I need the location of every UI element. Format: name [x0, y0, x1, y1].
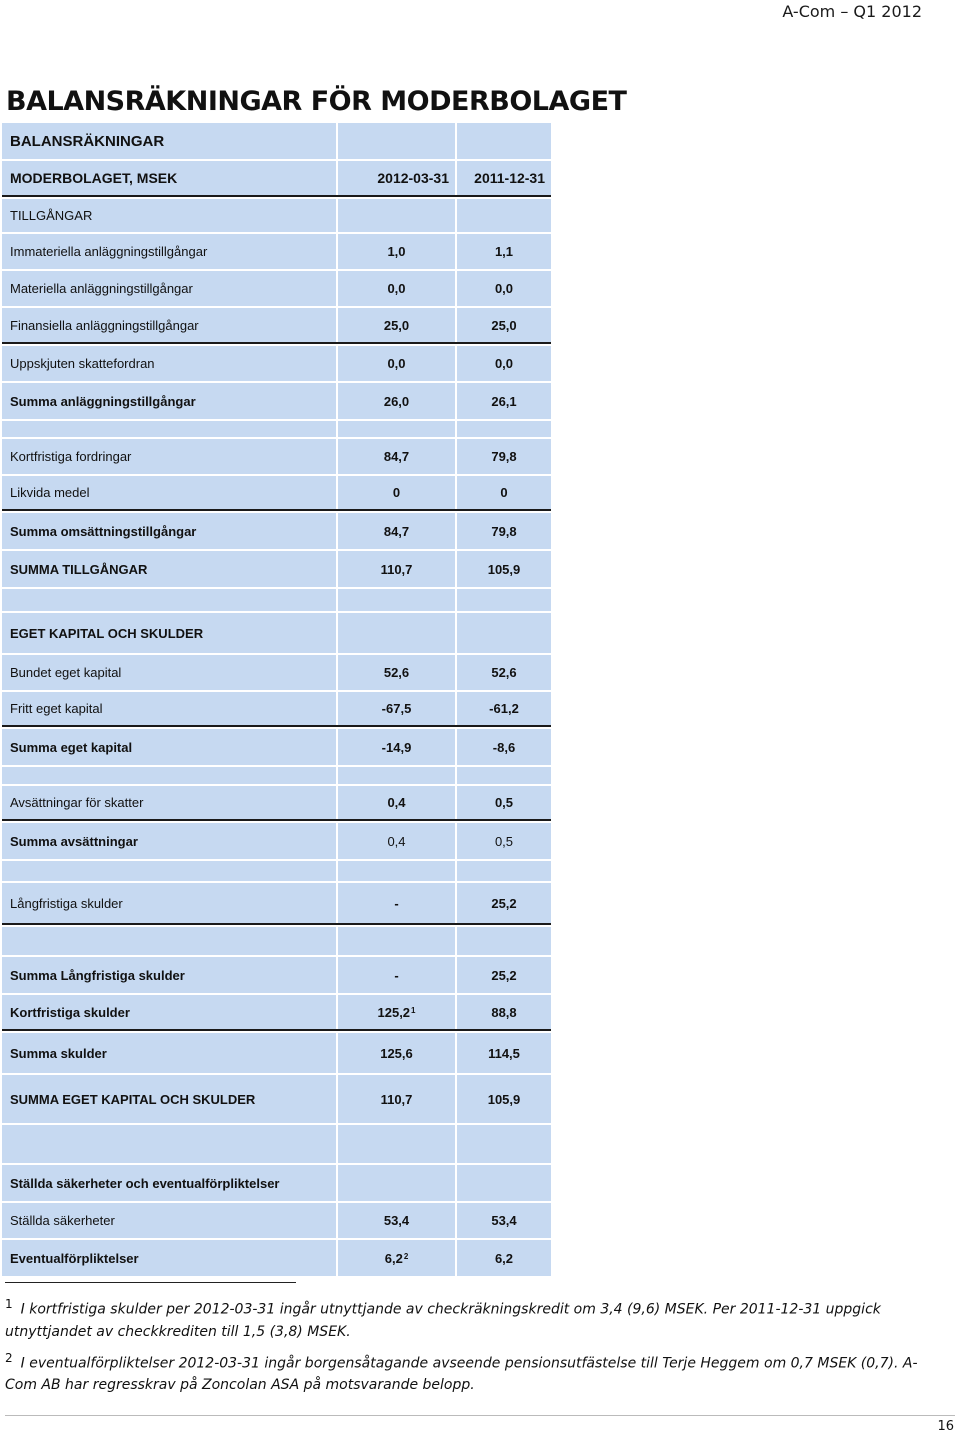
table-row: Avsättningar för skatter 0,4 0,5: [2, 786, 551, 821]
table-row: Likvida medel 0 0: [2, 476, 551, 511]
table-row: Summa avsättningar 0,4 0,5: [2, 823, 551, 859]
document-header: A-Com – Q1 2012: [782, 2, 922, 21]
table-row: Materiella anläggningstillgångar 0,0 0,0: [2, 271, 551, 306]
footnote: 2 I eventualförpliktelser 2012-03-31 ingår borgensåtagande avseende pensionsutfästelse till Terje Heggem om 0,7 MSEK (0,7). A-Com AB har regresskrav på Zoncolan ASA på motsvarande belopp.: [5, 1350, 918, 1394]
footer-divider: [5, 1415, 955, 1416]
table-spacer-row: [2, 861, 551, 881]
table-spacer-row: [2, 589, 551, 611]
column-header-2011: 2011-12-31: [457, 161, 551, 195]
balance-sheet-table: [2, 123, 551, 1276]
table-row: Ställda säkerheter 53,4 53,4: [2, 1203, 551, 1238]
table-spacer-row: [2, 767, 551, 784]
table-caption-row: [2, 123, 551, 159]
table-row: Eventualförpliktelser 6,2 $^2$ 6,2: [2, 1240, 551, 1276]
section-heading: Ställda säkerheter och eventualförpliktelser: [2, 1165, 336, 1201]
page-title: BALANSRÄKNINGAR FÖR MODERBOLAGET: [6, 86, 627, 117]
table-row: [2, 199, 551, 232]
table-row: Summa eget kapital -14,9 -8,6: [2, 729, 551, 765]
table-row: Fritt eget kapital -67,5 -61,2: [2, 692, 551, 727]
table-row: Summa skulder 125,6 114,5: [2, 1033, 551, 1073]
table-spacer-row: [2, 1125, 551, 1163]
table-row: Bundet eget kapital 52,6 52,6: [2, 655, 551, 690]
table-row: Kortfristiga skulder 125,2 $^1$ 88,8: [2, 995, 551, 1031]
table-row: Summa Långfristiga skulder - 25,2: [2, 957, 551, 993]
page-number: 16: [937, 1419, 954, 1434]
table-spacer-row: [2, 421, 551, 437]
table-row: [2, 613, 551, 653]
section-heading: EGET KAPITAL OCH SKULDER: [2, 613, 336, 653]
footnote-separator: [5, 1282, 296, 1283]
table-row: SUMMA TILLGÅNGAR 110,7 105,9: [2, 551, 551, 587]
table-caption: BALANSRÄKNINGAR: [2, 123, 336, 159]
footnote: 1 I kortfristiga skulder per 2012-03-31 ingår utnyttjande av checkräkningskredit om 3,4 (9,6) MSEK. Per 2011-12-31 uppgick utnyttjandet av checkkrediten till 1,5 (3,8) MSEK.: [5, 1297, 881, 1340]
table-row: [2, 1165, 551, 1201]
table-row: Uppskjuten skattefordran 0,0 0,0: [2, 346, 551, 381]
table-row: Summa omsättningstillgångar 84,7 79,8: [2, 513, 551, 549]
table-row: SUMMA EGET KAPITAL OCH SKULDER 110,7 105,9: [2, 1075, 551, 1123]
table-row: Finansiella anläggningstillgångar 25,0 25,0: [2, 308, 551, 344]
table-row: Immateriella anläggningstillgångar 1,0 1,1: [2, 234, 551, 269]
footnotes: [5, 1282, 945, 1400]
table-row: Långfristiga skulder - 25,2: [2, 883, 551, 925]
unit-label: MODERBOLAGET, MSEK: [2, 161, 336, 195]
table-header-row: [2, 161, 551, 197]
table-row: Summa anläggningstillgångar 26,0 26,1: [2, 383, 551, 419]
column-header-2012: 2012-03-31: [338, 161, 455, 195]
table-spacer-row: [2, 927, 551, 955]
section-heading: TILLGÅNGAR: [2, 199, 336, 232]
table-row: Kortfristiga fordringar 84,7 79,8: [2, 439, 551, 474]
